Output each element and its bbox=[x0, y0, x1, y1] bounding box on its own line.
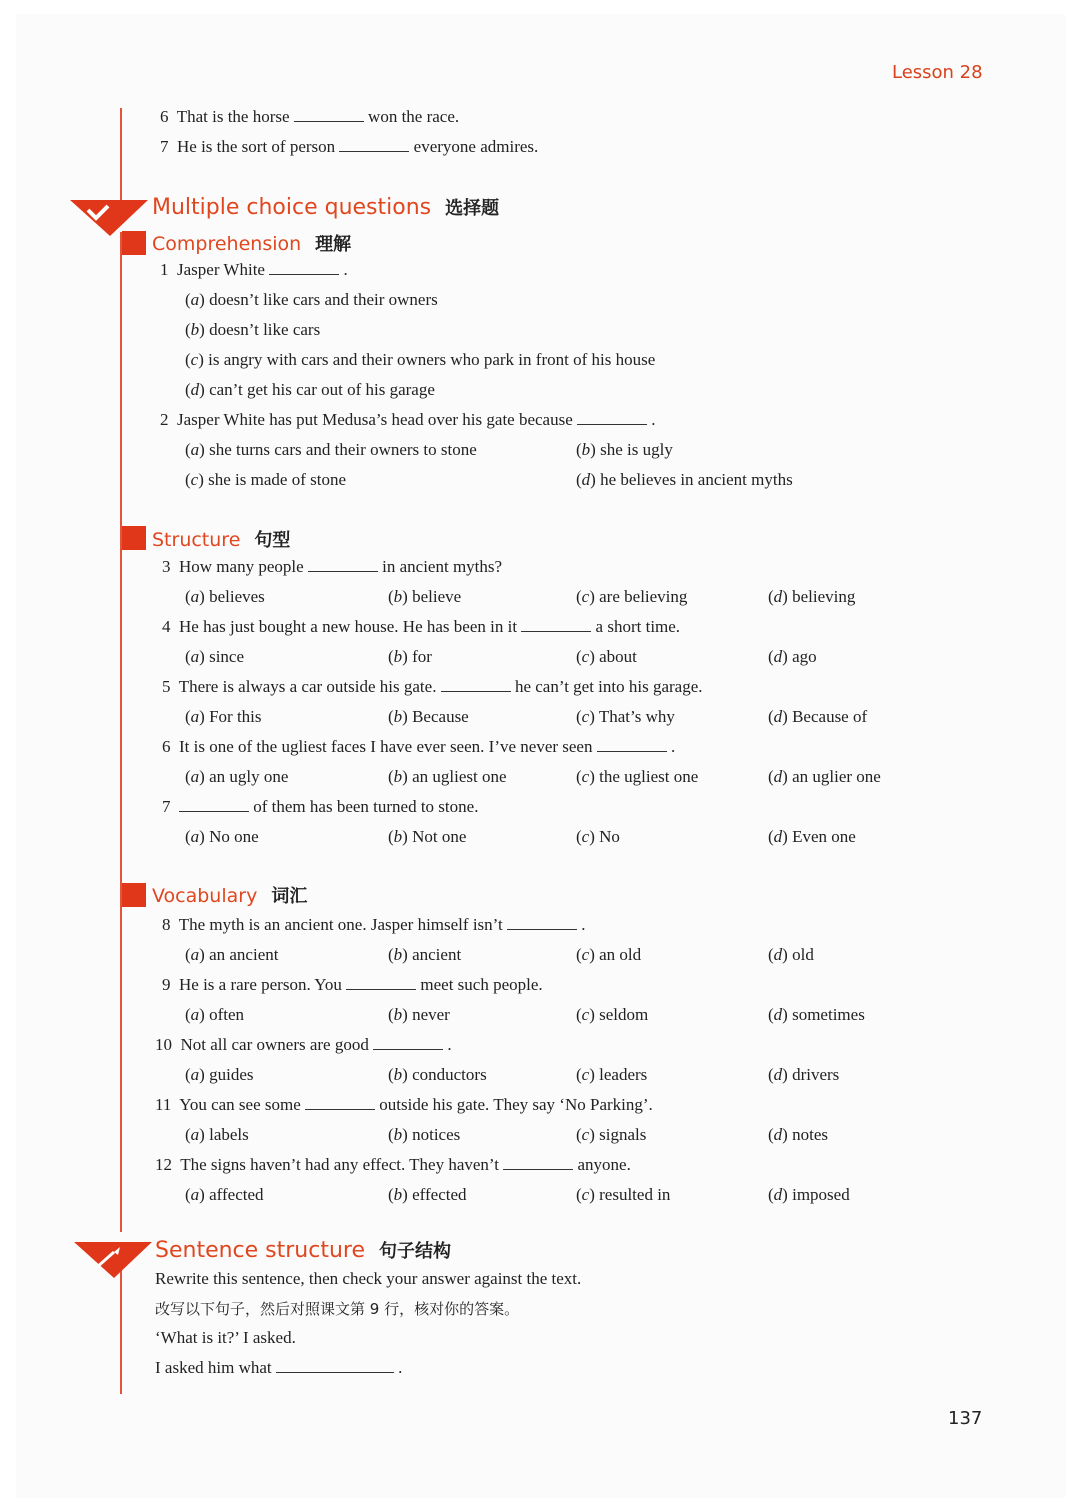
lesson-header: Lesson 28 bbox=[892, 62, 983, 83]
subsection-title: Vocabulary 词汇 bbox=[152, 885, 308, 907]
answer-blank[interactable] bbox=[269, 260, 339, 275]
question: 9 He is a rare person. You meet such people. bbox=[162, 975, 543, 994]
option-c[interactable]: (c) That’s why bbox=[576, 707, 675, 726]
option-a[interactable]: (a) an ancient bbox=[185, 945, 279, 964]
section-marker bbox=[122, 526, 146, 550]
question: 3 How many people in ancient myths? bbox=[162, 557, 503, 576]
option-d[interactable]: (d) notes bbox=[768, 1125, 828, 1144]
question: 4 He has just bought a new house. He has been in it a short time. bbox=[162, 617, 681, 636]
option-d[interactable]: (d) ago bbox=[768, 647, 817, 666]
option-d[interactable]: (d) Because of bbox=[768, 707, 868, 726]
option-c[interactable]: (c) an old bbox=[576, 945, 642, 964]
question: 12 The signs haven’t had any effect. They haven’t anyone. bbox=[155, 1155, 631, 1174]
option-b[interactable]: (b) an ugliest one bbox=[388, 767, 507, 786]
option-a[interactable]: (a) often bbox=[185, 1005, 245, 1024]
answer-blank[interactable] bbox=[441, 677, 511, 692]
answer-blank[interactable] bbox=[179, 797, 249, 812]
option-d[interactable]: (d) Even one bbox=[768, 827, 856, 846]
page-number: 137 bbox=[948, 1408, 983, 1429]
option-a[interactable]: (a) affected bbox=[185, 1185, 264, 1204]
answer-blank[interactable] bbox=[521, 617, 591, 632]
option-d[interactable]: (d) sometimes bbox=[768, 1005, 865, 1024]
exercise-item: 7 He is the sort of person everyone admires. bbox=[160, 137, 539, 156]
pencil-flag-icon bbox=[74, 1238, 154, 1280]
answer-blank[interactable] bbox=[294, 107, 364, 122]
question: 7 of them has been turned to stone. bbox=[162, 797, 479, 816]
option-d[interactable]: (d) an uglier one bbox=[768, 767, 881, 786]
answer-blank[interactable] bbox=[308, 557, 378, 572]
question: 8 The myth is an ancient one. Jasper himself isn’t . bbox=[162, 915, 586, 934]
option-d[interactable]: (d) old bbox=[768, 945, 814, 964]
section-marker bbox=[122, 883, 146, 907]
instruction: Rewrite this sentence, then check your answer against the text. bbox=[155, 1269, 582, 1288]
answer-blank[interactable] bbox=[339, 137, 409, 152]
option-a[interactable]: (a) since bbox=[185, 647, 245, 666]
answer-blank[interactable] bbox=[597, 737, 667, 752]
option-b[interactable]: (b) never bbox=[388, 1005, 450, 1024]
option-c[interactable]: (c) about bbox=[576, 647, 637, 666]
answer-blank[interactable] bbox=[305, 1095, 375, 1110]
option-d[interactable]: (d) drivers bbox=[768, 1065, 840, 1084]
option-a[interactable]: (a) doesn’t like cars and their owners bbox=[185, 290, 438, 309]
exercise-item: 6 That is the horse won the race. bbox=[160, 107, 460, 126]
option-d[interactable]: (d) he believes in ancient myths bbox=[576, 470, 793, 489]
option-c[interactable]: (c) is angry with cars and their owners who park in front of his house bbox=[185, 350, 656, 369]
section-title: Multiple choice questions 选择题 bbox=[152, 195, 500, 220]
section-marker bbox=[122, 231, 146, 255]
option-b[interactable]: (b) ancient bbox=[388, 945, 462, 964]
option-c[interactable]: (c) are believing bbox=[576, 587, 688, 606]
option-d[interactable]: (d) can’t get his car out of his garage bbox=[185, 380, 435, 399]
option-b[interactable]: (b) conductors bbox=[388, 1065, 487, 1084]
option-d[interactable]: (d) imposed bbox=[768, 1185, 850, 1204]
option-c[interactable]: (c) the ugliest one bbox=[576, 767, 699, 786]
option-a[interactable]: (a) For this bbox=[185, 707, 262, 726]
option-b[interactable]: (b) she is ugly bbox=[576, 440, 673, 459]
option-a[interactable]: (a) believes bbox=[185, 587, 265, 606]
question: 5 There is always a car outside his gate. he can’t get into his garage. bbox=[162, 677, 703, 696]
answer-blank[interactable] bbox=[373, 1035, 443, 1050]
question: 6 It is one of the ugliest faces I have ever seen. I’ve never seen . bbox=[162, 737, 676, 756]
subsection-title: Comprehension 理解 bbox=[152, 233, 352, 255]
option-c[interactable]: (c) No bbox=[576, 827, 620, 846]
option-b[interactable]: (b) notices bbox=[388, 1125, 461, 1144]
answer-blank[interactable] bbox=[503, 1155, 573, 1170]
option-c[interactable]: (c) resulted in bbox=[576, 1185, 671, 1204]
option-d[interactable]: (d) believing bbox=[768, 587, 856, 606]
option-c[interactable]: (c) signals bbox=[576, 1125, 647, 1144]
option-c[interactable]: (c) leaders bbox=[576, 1065, 648, 1084]
answer-blank[interactable] bbox=[507, 915, 577, 930]
question: 1 Jasper White . bbox=[160, 260, 348, 279]
subsection-title: Structure 句型 bbox=[152, 529, 291, 551]
option-a[interactable]: (a) labels bbox=[185, 1125, 249, 1144]
option-b[interactable]: (b) doesn’t like cars bbox=[185, 320, 321, 339]
option-b[interactable]: (b) Because bbox=[388, 707, 469, 726]
section-title: Sentence structure 句子结构 bbox=[155, 1238, 452, 1263]
option-a[interactable]: (a) No one bbox=[185, 827, 259, 846]
rewrite-prompt: I asked him what . bbox=[155, 1358, 403, 1377]
example-sentence: ‘What is it?’ I asked. bbox=[155, 1328, 296, 1347]
option-b[interactable]: (b) believe bbox=[388, 587, 462, 606]
question: 2 Jasper White has put Medusa’s head over his gate because . bbox=[160, 410, 656, 429]
option-b[interactable]: (b) for bbox=[388, 647, 432, 666]
answer-blank[interactable] bbox=[276, 1358, 394, 1373]
option-c[interactable]: (c) seldom bbox=[576, 1005, 649, 1024]
margin-rule bbox=[120, 108, 122, 200]
option-a[interactable]: (a) guides bbox=[185, 1065, 254, 1084]
question: 10 Not all car owners are good . bbox=[155, 1035, 452, 1054]
option-c[interactable]: (c) she is made of stone bbox=[185, 470, 346, 489]
margin-rule bbox=[120, 1270, 122, 1394]
answer-blank[interactable] bbox=[346, 975, 416, 990]
option-a[interactable]: (a) she turns cars and their owners to stone bbox=[185, 440, 477, 459]
instruction-chinese: 改写以下句子，然后对照课文第 9 行，核对你的答案。 bbox=[155, 1300, 520, 1318]
margin-rule bbox=[120, 232, 122, 1232]
question: 11 You can see some outside his gate. They say ‘No Parking’. bbox=[155, 1095, 653, 1114]
option-a[interactable]: (a) an ugly one bbox=[185, 767, 289, 786]
option-b[interactable]: (b) effected bbox=[388, 1185, 467, 1204]
answer-blank[interactable] bbox=[577, 410, 647, 425]
option-b[interactable]: (b) Not one bbox=[388, 827, 467, 846]
